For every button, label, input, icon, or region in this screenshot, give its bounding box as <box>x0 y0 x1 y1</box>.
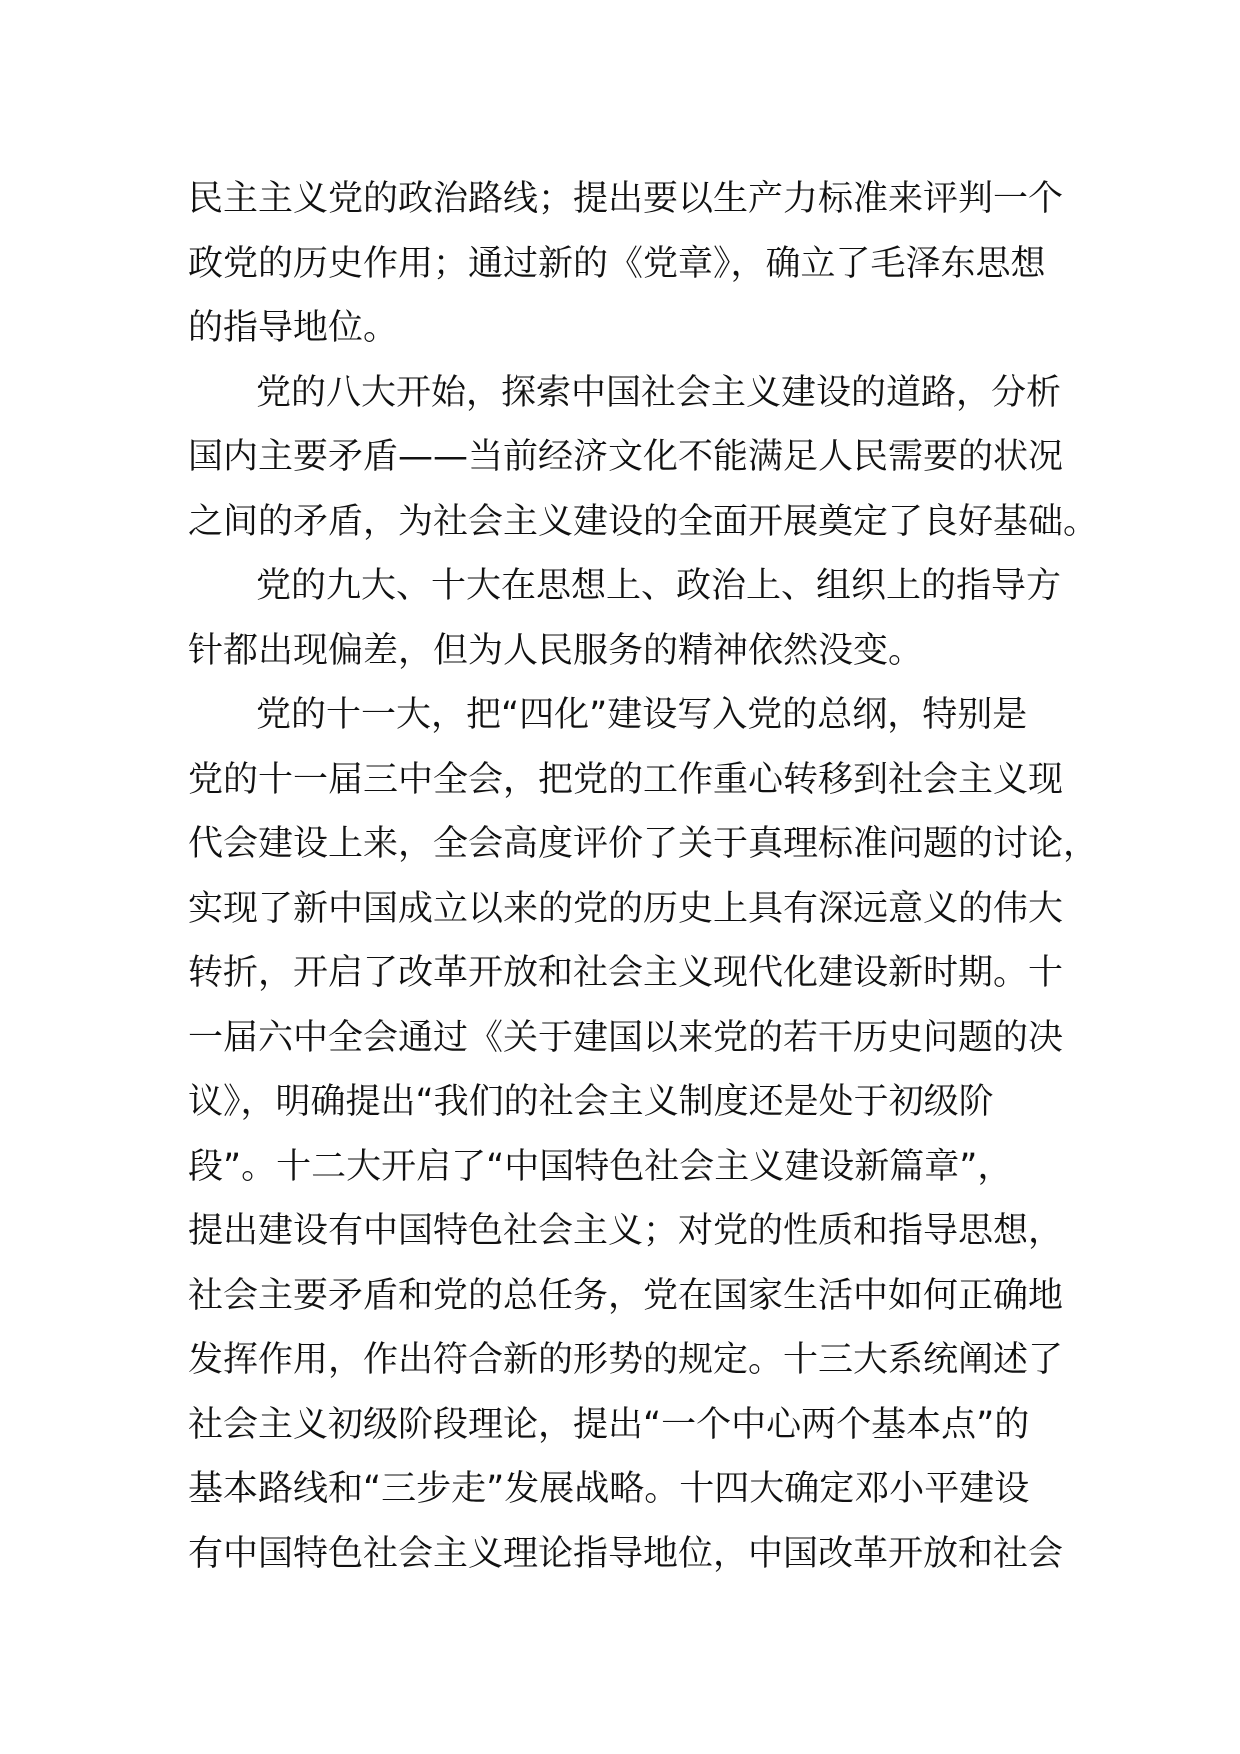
text-line: 段”。十二大开启了“中国特色社会主义建设新篇章”， <box>188 1146 1013 1187</box>
paragraph-start-line: 党的十一大，把“四化”建设写入党的总纲，特别是 <box>256 695 1028 735</box>
text-line: 基本路线和“三步走”发展战略。十四大确定邓小平建设 <box>188 1469 1030 1509</box>
text-line: 一届六中全会通过《关于建国以来党的若干历史问题的决 <box>188 1017 1064 1058</box>
text-line: 之间的矛盾，为社会主义建设的全面开展奠定了良好基础。 <box>188 501 1099 542</box>
text-line: 发挥作用，作出符合新的形势的规定。十三大系统阐述了 <box>188 1340 1064 1380</box>
text-line: 社会主要矛盾和党的总任务，党在国家生活中如何正确地 <box>188 1275 1064 1316</box>
text-line: 社会主义初级阶段理论，提出“一个中心两个基本点”的 <box>188 1404 1030 1445</box>
text-line: 民主主义党的政治路线；提出要以生产力标准来评判一个 <box>188 179 1064 219</box>
paragraph-start-line: 党的八大开始，探索中国社会主义建设的道路，分析 <box>256 372 1062 413</box>
text-line: 针都出现偏差，但为人民服务的精神依然没变。 <box>188 630 924 671</box>
body-text <box>188 167 1099 1586</box>
text-line: 代会建设上来，全会高度评价了关于真理标准问题的讨论， <box>188 824 1099 864</box>
text-line: 议》，明确提出“我们的社会主义制度还是处于初级阶 <box>188 1082 994 1122</box>
text-line: 实现了新中国成立以来的党的历史上具有深远意义的伟大 <box>188 888 1064 929</box>
text-line: 党的十一届三中全会，把党的工作重心转移到社会主义现 <box>188 759 1064 800</box>
text-line: 有中国特色社会主义理论指导地位，中国改革开放和社会 <box>188 1533 1064 1574</box>
text-line: 转折，开启了改革开放和社会主义现代化建设新时期。十 <box>188 953 1064 993</box>
text-line: 提出建设有中国特色社会主义；对党的性质和指导思想， <box>188 1211 1064 1251</box>
text-line: 政党的历史作用；通过新的《党章》，确立了毛泽东思想 <box>188 243 1046 284</box>
text-line: 国内主要矛盾——当前经济文化不能满足人民需要的状况 <box>188 437 1064 477</box>
text-line: 的指导地位。 <box>188 308 399 348</box>
paragraph-start-line: 党的九大、十大在思想上、政治上、组织上的指导方 <box>256 566 1062 606</box>
